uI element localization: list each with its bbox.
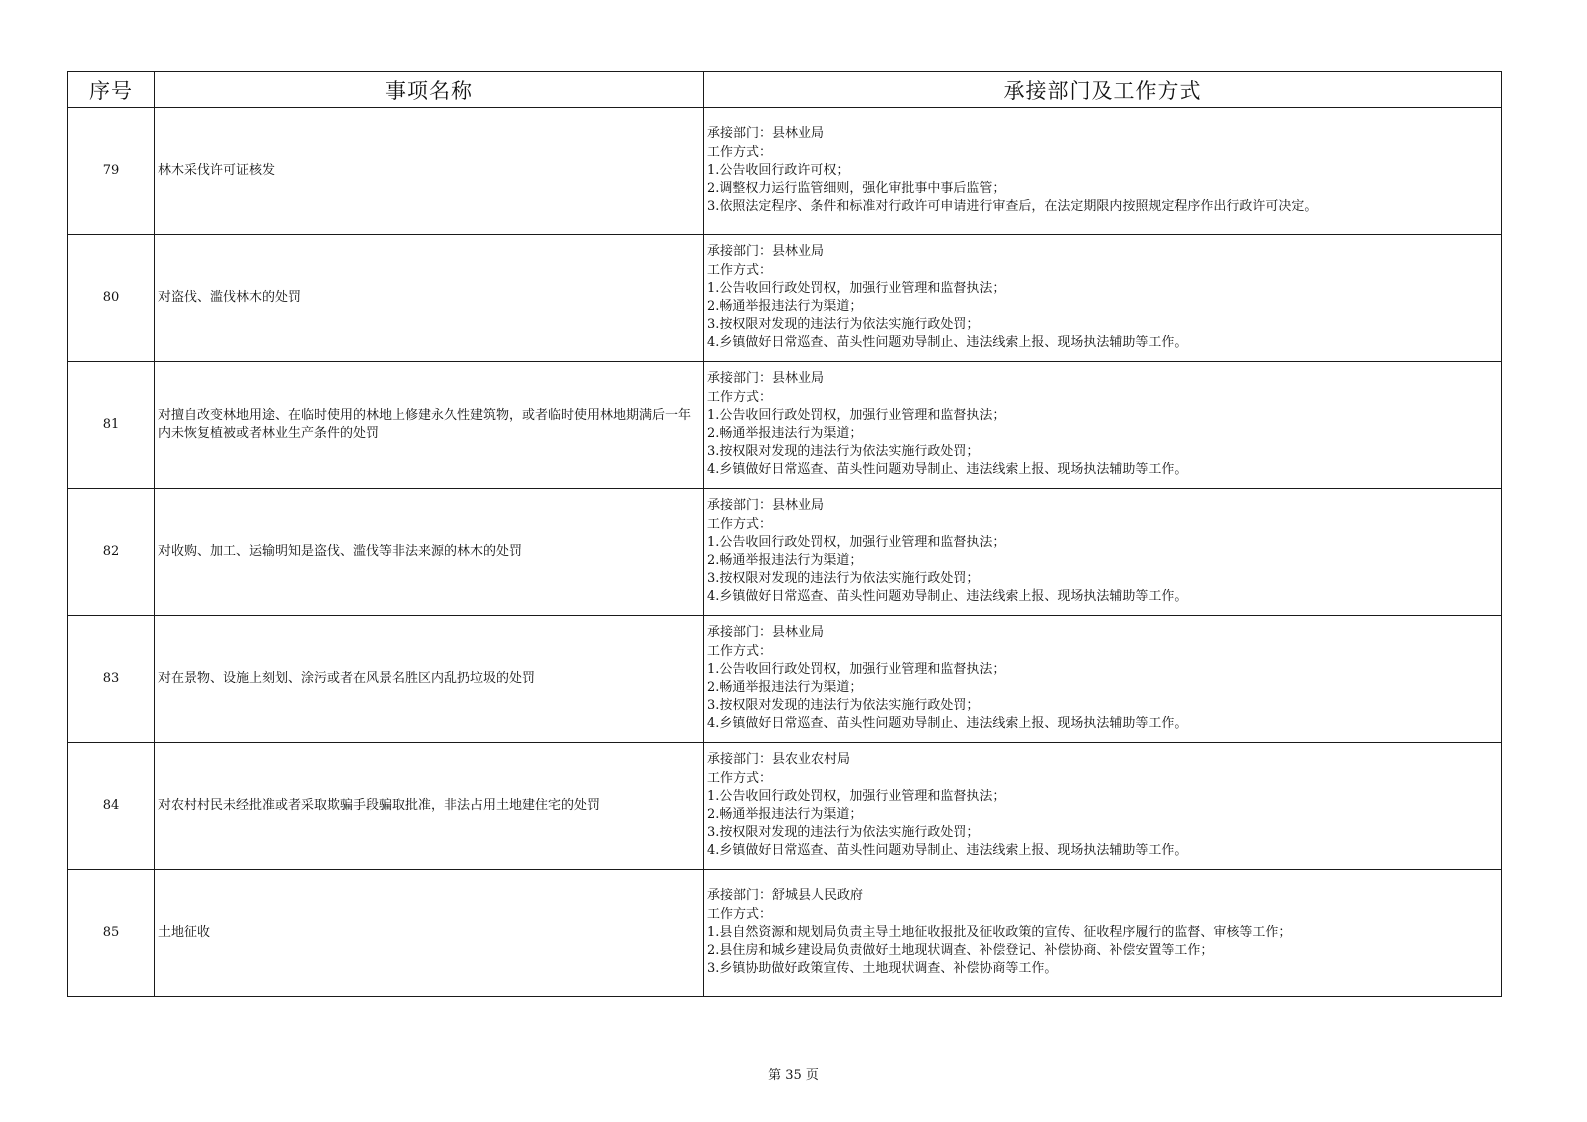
- method-step: 4.乡镇做好日常巡查、苗头性问题劝导制止、违法线索上报、现场执法辅助等工作。: [707, 843, 1188, 859]
- table-body: [68, 108, 1502, 997]
- method-label: 工作方式：: [707, 262, 773, 278]
- method-step: 3.乡镇协助做好政策宣传、土地现状调查、补偿协商等工作。: [707, 961, 1058, 977]
- row-item-name: 土地征收: [155, 870, 704, 997]
- department-line: 承接部门：县林业局: [707, 625, 825, 641]
- method-step: 2.畅通举报违法行为渠道；: [707, 299, 863, 314]
- row-serial-number: 81: [68, 362, 155, 489]
- table-row: [68, 870, 1502, 997]
- row-department-cell: [704, 743, 1502, 870]
- row-department-cell: [704, 489, 1502, 616]
- method-step: 2.调整权力运行监管细则，强化审批事中事后监管；: [707, 181, 1006, 197]
- row-serial-number: 85: [68, 870, 155, 997]
- method-step: 1.公告收回行政许可权；: [707, 162, 850, 178]
- method-step: 2.畅通举报违法行为渠道；: [707, 680, 863, 695]
- department-line: 承接部门：县林业局: [707, 244, 825, 260]
- header-serial-number: 序号: [68, 72, 155, 108]
- method-step: 3.按权限对发现的违法行为依法实施行政处罚；: [707, 317, 980, 333]
- row-department-cell: [704, 362, 1502, 489]
- method-step: 1.公告收回行政处罚权，加强行业管理和监督执法；: [707, 534, 1006, 550]
- row-department-cell: [704, 108, 1502, 235]
- method-step: 4.乡镇做好日常巡查、苗头性问题劝导制止、违法线索上报、现场执法辅助等工作。: [707, 589, 1188, 605]
- row-serial-number: 84: [68, 743, 155, 870]
- department-line: 承接部门：县林业局: [707, 371, 825, 387]
- row-serial-number: 80: [68, 235, 155, 362]
- row-item-name: 对在景物、设施上刻划、涂污或者在风景名胜区内乱扔垃圾的处罚: [155, 616, 704, 743]
- method-step: 3.按权限对发现的违法行为依法实施行政处罚；: [707, 571, 980, 587]
- table-header-row: [68, 72, 1502, 108]
- table-row: [68, 108, 1502, 235]
- method-step: 2.畅通举报违法行为渠道；: [707, 807, 863, 822]
- header-department-and-method: 承接部门及工作方式: [704, 72, 1502, 108]
- method-step: 1.公告收回行政处罚权，加强行业管理和监督执法；: [707, 661, 1006, 677]
- method-label: 工作方式：: [707, 906, 773, 922]
- row-item-name: 对收购、加工、运输明知是盗伐、滥伐等非法来源的林木的处罚: [155, 489, 704, 616]
- row-serial-number: 83: [68, 616, 155, 743]
- row-item-name: 对农村村民未经批准或者采取欺骗手段骗取批准，非法占用土地建住宅的处罚: [155, 743, 704, 870]
- method-step: 2.畅通举报违法行为渠道；: [707, 426, 863, 441]
- row-department-cell: [704, 870, 1502, 997]
- row-serial-number: 82: [68, 489, 155, 616]
- row-department-cell: [704, 616, 1502, 743]
- department-line: 承接部门：县农业农村局: [707, 752, 851, 768]
- method-step: 1.县自然资源和规划局负责主导土地征收报批及征收政策的宣传、征收程序履行的监督、审核等工作；: [707, 924, 1292, 940]
- method-step: 4.乡镇做好日常巡查、苗头性问题劝导制止、违法线索上报、现场执法辅助等工作。: [707, 716, 1188, 732]
- page-number: 第 35 页: [768, 1068, 819, 1083]
- row-department-cell: [704, 235, 1502, 362]
- items-table: [67, 71, 1502, 997]
- method-label: 工作方式：: [707, 770, 773, 786]
- method-step: 4.乡镇做好日常巡查、苗头性问题劝导制止、违法线索上报、现场执法辅助等工作。: [707, 462, 1188, 478]
- method-step: 3.按权限对发现的违法行为依法实施行政处罚；: [707, 825, 980, 841]
- table-row: [68, 743, 1502, 870]
- department-line: 承接部门：县林业局: [707, 498, 825, 514]
- table-row: [68, 489, 1502, 616]
- row-serial-number: 79: [68, 108, 155, 235]
- row-item-name: 林木采伐许可证核发: [155, 108, 704, 235]
- method-step: 1.公告收回行政处罚权，加强行业管理和监督执法；: [707, 407, 1006, 423]
- method-label: 工作方式：: [707, 643, 773, 659]
- method-step: 3.按权限对发现的违法行为依法实施行政处罚；: [707, 698, 980, 714]
- table-row: [68, 616, 1502, 743]
- method-step: 2.畅通举报违法行为渠道；: [707, 553, 863, 568]
- row-item-name: 对盗伐、滥伐林木的处罚: [155, 235, 704, 362]
- department-line: 承接部门：县林业局: [707, 126, 825, 142]
- method-step: 4.乡镇做好日常巡查、苗头性问题劝导制止、违法线索上报、现场执法辅助等工作。: [707, 335, 1188, 351]
- department-line: 承接部门：舒城县人民政府: [707, 888, 864, 904]
- method-step: 1.公告收回行政处罚权，加强行业管理和监督执法；: [707, 280, 1006, 296]
- row-item-name: 对擅自改变林地用途、在临时使用的林地上修建永久性建筑物，或者临时使用林地期满后一年内未恢复植被或者林业生产条件的处罚: [155, 362, 704, 489]
- table-row: [68, 362, 1502, 489]
- table-row: [68, 235, 1502, 362]
- method-label: 工作方式：: [707, 144, 773, 160]
- method-label: 工作方式：: [707, 516, 773, 532]
- method-step: 3.依照法定程序、条件和标准对行政许可申请进行审查后，在法定期限内按照规定程序作出行政许可决定。: [707, 199, 1318, 215]
- header-item-name: 事项名称: [155, 72, 704, 108]
- method-step: 2.县住房和城乡建设局负责做好土地现状调查、补偿登记、补偿协商、补偿安置等工作；: [707, 943, 1214, 959]
- method-label: 工作方式：: [707, 389, 773, 405]
- method-step: 1.公告收回行政处罚权，加强行业管理和监督执法；: [707, 788, 1006, 804]
- method-step: 3.按权限对发现的违法行为依法实施行政处罚；: [707, 444, 980, 460]
